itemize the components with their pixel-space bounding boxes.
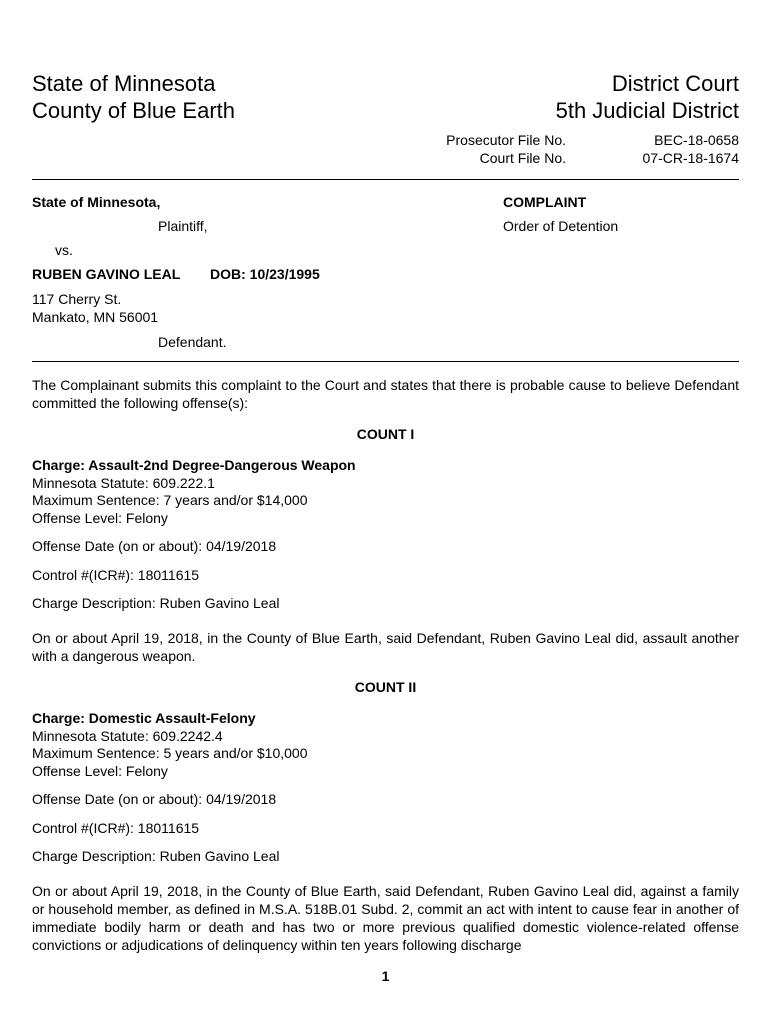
state-heading: State of Minnesota	[32, 71, 216, 96]
count-2-charge: Charge: Domestic Assault-Felony	[32, 710, 256, 726]
count-2-narrative: On or about April 19, 2018, in the County of Blue Earth, said Defendant, Ruben Gavino Leal did, against a family or household member, as defined in M.S.A. 518B.01 Subd. 2, commit an act with intent to cause fear in another of immediate bodily harm or death and has two or more previous qualified domestic violence-related offense convictions or adjudications of delinquency within ten years following discharge	[32, 883, 739, 953]
count-2-offense-date: Offense Date (on or about): 04/19/2018	[32, 791, 277, 807]
document-type: COMPLAINT	[503, 194, 587, 210]
caption-divider	[32, 361, 739, 362]
count-2-control: Control #(ICR#): 18011615	[32, 820, 200, 836]
defendant-dob: DOB: 10/23/1995	[210, 266, 320, 282]
defendant-label: Defendant.	[158, 334, 227, 350]
plaintiff-name: State of Minnesota,	[32, 194, 161, 210]
county-heading: County of Blue Earth	[32, 98, 236, 123]
defendant-address-line2: Mankato, MN 56001	[32, 309, 159, 325]
prosecutor-file-value: BEC-18-0658	[654, 132, 739, 148]
defendant-address-line1: 117 Cherry St.	[32, 291, 122, 307]
court-file-label: Court File No.	[479, 150, 566, 166]
count-1-narrative: On or about April 19, 2018, in the County of Blue Earth, said Defendant, Ruben Gavino Leal did, assault another with a dangerous weapon.	[32, 630, 739, 664]
count-1-charge-description: Charge Description: Ruben Gavino Leal	[32, 595, 280, 611]
count-2-statute: Minnesota Statute: 609.2242.4	[32, 728, 223, 744]
count-2-offense-level: Offense Level: Felony	[32, 763, 168, 779]
versus-label: vs.	[55, 242, 73, 258]
intro-paragraph: The Complainant submits this complaint to the Court and states that there is probable cause to believe Defendant committed the following offense(s):	[32, 377, 739, 411]
page-number: 1	[381, 968, 390, 984]
count-2-charge-description: Charge Description: Ruben Gavino Leal	[32, 848, 280, 864]
court-heading: District Court	[611, 71, 739, 96]
count-1-offense-date: Offense Date (on or about): 04/19/2018	[32, 538, 277, 554]
header-divider	[32, 179, 739, 180]
complaint-page	[32, 0, 739, 1024]
district-heading: 5th Judicial District	[555, 98, 739, 123]
plaintiff-label: Plaintiff,	[158, 218, 208, 234]
count-1-control: Control #(ICR#): 18011615	[32, 567, 200, 583]
document-subtype: Order of Detention	[503, 218, 619, 234]
prosecutor-file-label: Prosecutor File No.	[446, 132, 566, 148]
defendant-name: RUBEN GAVINO LEAL	[32, 266, 181, 282]
count-1-offense-level: Offense Level: Felony	[32, 510, 168, 526]
count-1-max-sentence: Maximum Sentence: 7 years and/or $14,000	[32, 492, 308, 508]
count-2-max-sentence: Maximum Sentence: 5 years and/or $10,000	[32, 745, 308, 761]
count-1-charge: Charge: Assault-2nd Degree-Dangerous Weapon	[32, 457, 356, 473]
count-2-title: COUNT II	[354, 679, 417, 695]
count-1-title: COUNT I	[356, 426, 415, 442]
count-1-statute: Minnesota Statute: 609.222.1	[32, 475, 215, 491]
court-file-value: 07-CR-18-1674	[642, 150, 739, 166]
